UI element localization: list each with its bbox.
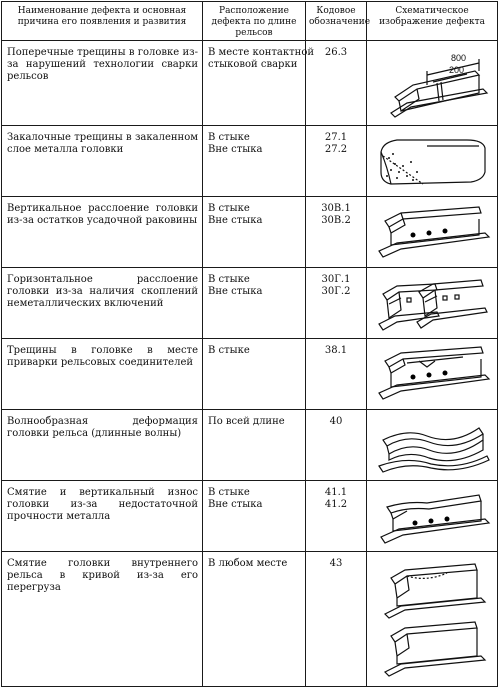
defect-name-cell: Трещины в головке в месте приварки рельсовых соединителей <box>2 339 203 410</box>
code-line: 26.3 <box>324 47 348 58</box>
defect-code-cell <box>306 481 367 552</box>
defect-location-cell <box>203 268 306 339</box>
code-line: 27.1 <box>324 132 348 143</box>
header-scheme: Схематическое изображение дефекта <box>367 2 498 41</box>
table-row <box>2 41 498 126</box>
defect-name-cell: Закалочные трещины в закаленном слое металла головки <box>2 126 203 197</box>
defects-table <box>1 1 498 687</box>
location-line: стыковой сварки <box>208 59 298 70</box>
defect-code-cell <box>306 41 367 126</box>
location-line: Вне стыка <box>208 499 263 510</box>
table-row <box>2 481 498 552</box>
defect-location-cell <box>203 126 306 197</box>
wave-deformation-icon <box>367 410 498 481</box>
location-line: Вне стыка <box>208 286 263 297</box>
defect-code-cell <box>306 268 367 339</box>
code-line: 41.1 <box>324 487 348 498</box>
location-line: В любом месте <box>208 558 288 569</box>
location-line: В стыке <box>208 203 250 214</box>
table-row <box>2 268 498 339</box>
defect-location-cell <box>203 410 306 481</box>
inner-rail-crushing-icon <box>367 552 498 687</box>
code-line: 30В.2 <box>321 215 351 226</box>
defect-code-cell <box>306 410 367 481</box>
defect-location-cell <box>203 41 315 126</box>
welded-rail-transverse-crack-icon <box>367 41 498 126</box>
defect-name-cell: Вертикальное расслоение головки из-за остатков усадочной раковины <box>2 197 203 268</box>
location-line: По всей длине <box>208 416 285 427</box>
table-header-row <box>2 2 498 41</box>
header-name: Наименование дефекта и основная причина его появления и развития <box>2 2 203 41</box>
location-line: В стыке <box>208 345 250 356</box>
hardened-head-cracks-icon <box>367 126 498 197</box>
location-line: В стыке <box>208 274 250 285</box>
header-location: Расположение дефекта по длине рельсов <box>203 2 306 41</box>
defect-location-cell <box>203 339 306 410</box>
head-crushing-wear-icon <box>367 481 498 552</box>
location-line: Вне стыка <box>208 215 263 226</box>
location-line: В стыке <box>208 132 250 143</box>
code-line: 41.2 <box>324 499 348 510</box>
code-line: 30В.1 <box>321 203 351 214</box>
defect-name-cell: Горизонтальное расслоение головки из-за наличия скоплений неметаллических включений <box>2 268 203 339</box>
defect-name-cell: Смятие головки внутреннего рельса в кривой из-за его перегруза <box>2 552 203 687</box>
code-line: 43 <box>329 558 343 569</box>
defect-code-cell <box>306 197 367 268</box>
table-row <box>2 552 498 687</box>
defect-name-cell: Поперечные трещины в головке из-за нарушений технологии сварки рельсов <box>2 41 203 126</box>
code-line: 30Г.1 <box>321 274 351 285</box>
table-row <box>2 126 498 197</box>
code-line: 27.2 <box>324 144 348 155</box>
bond-weld-crack-icon <box>367 339 498 410</box>
header-code: Кодовое обозначение <box>306 2 367 41</box>
location-line: В стыке <box>208 487 250 498</box>
location-line: В месте контактной <box>208 47 315 58</box>
horizontal-head-split-icon <box>367 268 498 339</box>
dimension-200-label: 200 <box>449 65 465 75</box>
defect-code-cell <box>306 552 367 687</box>
defect-code-cell <box>306 339 367 410</box>
defect-name-cell: Волнообразная деформация головки рельса (длинные волны) <box>2 410 203 481</box>
vertical-head-split-icon <box>367 197 498 268</box>
code-line: 30Г.2 <box>321 286 351 297</box>
table-row <box>2 339 498 410</box>
defect-location-cell <box>203 552 306 687</box>
table-row <box>2 197 498 268</box>
defect-code-cell <box>306 126 367 197</box>
dimension-800-label: 800 <box>451 53 467 63</box>
defect-name-cell: Смятие и вертикальный износ головки из-за недостаточной прочности металла <box>2 481 203 552</box>
location-line: Вне стыка <box>208 144 263 155</box>
defect-location-cell <box>203 197 306 268</box>
defect-location-cell <box>203 481 306 552</box>
table-row <box>2 410 498 481</box>
code-line: 40 <box>329 416 343 427</box>
code-line: 38.1 <box>324 345 348 356</box>
